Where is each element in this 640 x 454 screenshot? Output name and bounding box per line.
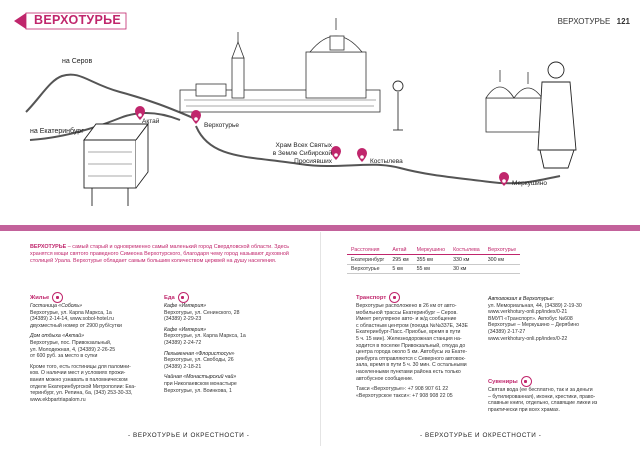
shrine-drawing	[84, 124, 148, 206]
text-line: Святая вода (ее бесплатно, так и за деньги	[488, 387, 593, 393]
text-line: Верхотурье, ул. Свободы, 26	[164, 357, 234, 364]
text-line: населенными пунктами района есть только	[356, 368, 461, 375]
text-line: (34389) 2-14-14, www.sobol-hotel.ru	[30, 316, 114, 323]
entry-name: Автовокзал в Верхотурье:	[488, 296, 555, 302]
label-church: Храм Всех Святых в Земле Сибирской Просиявших	[272, 142, 332, 165]
text-line: от 600 руб. за место в сутки	[30, 353, 98, 360]
section-title-food: Еда	[164, 294, 175, 301]
text-line: славные книги, отдельно, славящие ликеи из	[488, 400, 598, 407]
label-aktai: Актай	[142, 118, 160, 125]
text-line: ул. Мемориальная, 44, (34389) 2-19-30	[488, 302, 582, 309]
souvenirs-lines	[488, 387, 624, 413]
text-line: Верхотурье, ул. Карла Маркса, 1а	[30, 309, 112, 316]
map-pin-icon	[357, 148, 367, 162]
text-line: вания можно узнавать в паломническом	[30, 376, 128, 383]
text-line: (34389) 2-18-21	[164, 363, 202, 370]
text-line: отделе Екатеринбургской Митрополии: Ека-	[30, 383, 136, 390]
food-section	[164, 292, 294, 394]
text-line: (34389) 2-29-23	[164, 316, 202, 323]
section-title-souvenirs: Сувениры	[488, 378, 518, 385]
table-row: Екатеринбург 295 км 355 км 330 км 300 км	[347, 255, 520, 264]
text-line: теринбург, ул. Репина, 6а, (343) 253-30-33,	[30, 390, 133, 397]
label-ekaterinburg: на Екатеринбург	[30, 128, 84, 135]
text-line: ков. О наличии мест и условиях прожи-	[30, 370, 126, 377]
text-line: Верхотурье, ул. Сенинского, 28	[164, 309, 240, 316]
distances-table	[347, 246, 520, 274]
bed-icon	[52, 292, 63, 303]
transport-lines	[356, 303, 482, 399]
entry-name: Пельменная «Флористосун»	[164, 350, 235, 357]
section-title-transport: Транспорт	[356, 294, 387, 301]
text-line: ВМУП «Транспорт». Автобус №608	[488, 315, 573, 322]
label-merkushino: Меркушино	[512, 180, 547, 187]
gift-icon	[521, 376, 532, 387]
entry-name: Кафе «Империя»	[164, 303, 206, 309]
text-line: двухместный номер от 2900 руб/сутки	[30, 322, 122, 329]
text-line: ходится в поселке Привокзальный, откуда до	[356, 342, 466, 349]
entry-name: Чайная «Монастырский чай»	[164, 374, 237, 381]
page-number: 121	[616, 17, 630, 26]
label-verkhoturye: Верхотурье	[204, 122, 239, 129]
monastery-drawing	[180, 18, 380, 112]
text-line: 5 ч. 15 мин). Железнодорожная станция на-	[356, 335, 462, 342]
souvenirs-section	[488, 376, 624, 413]
saint-drawing	[538, 62, 576, 168]
text-line: ул. Молодежная, 4, (34389) 2-26-25	[30, 346, 116, 353]
text-line: Верхотурье, пос. Привокзальный,	[30, 339, 112, 346]
car-icon	[389, 292, 400, 303]
text-line: Имеет регулярное авто- и ж/д сообщение	[356, 316, 457, 323]
road-serov	[26, 75, 198, 120]
lodging-section	[30, 292, 158, 403]
entry-name: Гостиница «Соболь»	[30, 303, 83, 309]
text-line: ринбурга отправляются с Северного автовок-	[356, 355, 466, 362]
label-serov: на Серов	[62, 58, 93, 65]
text-line: www.verkhotury-onli.pp/index/0-22	[488, 335, 568, 342]
text-line: (34389) 2-17-27	[488, 328, 526, 335]
text-line: Такси «Верхотурье»: +7 908 907 61 22	[356, 386, 449, 393]
entry-name: Дом отдыха «Актай»	[30, 333, 84, 340]
lamp-drawing	[393, 81, 403, 130]
text-line: зала, время в пути 5 ч. 30 мин. С остальными	[356, 362, 467, 369]
color-band	[0, 225, 640, 231]
table-row: Верхотурье 5 км 55 км 30 км	[347, 264, 520, 273]
text-line: Верхотурье, ул. Воинкова, 1	[164, 387, 232, 394]
footer-right: - ВЕРХОТУРЬЕ И ОКРЕСТНОСТИ -	[420, 432, 542, 439]
entry-name: Кафе «Империя»	[164, 326, 206, 333]
text-line: практически при всех храмах.	[488, 406, 560, 413]
text-line: при Николаевском монастыре	[164, 380, 237, 387]
map-pin-icon	[191, 110, 201, 124]
text-line: – бутилированная), иконки, крестики, право-	[488, 393, 596, 400]
lodging-lines	[30, 303, 158, 403]
section-title-lodging: Жилье	[30, 294, 50, 301]
food-lines	[164, 303, 294, 394]
text-line: центра города около 5 км. Автобусы из Екате-	[356, 349, 468, 356]
text-line: www.ekbpartriapalom.ru	[30, 396, 86, 403]
text-line: «Верхотурское такси»: +7 908 908 22 05	[356, 392, 453, 399]
text-line: автобусное сообщение.	[356, 375, 414, 382]
spine-divider	[320, 232, 321, 446]
text-line: Верхотурье – Меркушино – Дерябино	[488, 322, 579, 329]
transport-section	[356, 292, 482, 399]
label-kostyleva: Костылева	[370, 158, 403, 165]
autostation-section	[488, 296, 624, 342]
text-line: с областным центром (поезда №№337Е, 343Е	[356, 322, 469, 329]
text-line: Екатеринбург-Пасс.-Приобье, время в пути	[356, 329, 461, 336]
text-line: www.verkhotury-onli.pp/index/0-21	[488, 309, 568, 316]
table-header-row: Расстояния Актай Меркушино Костылева Верхотурье	[347, 246, 520, 255]
text-line: (34389) 2-24-72	[164, 339, 202, 346]
autostation-lines	[488, 296, 624, 342]
church-drawing	[486, 70, 542, 132]
logo-text: ВЕРХОТУРЬЕ	[34, 13, 122, 27]
text-line: Кроме того, есть гостиницы для паломни-	[30, 363, 131, 370]
running-title: ВЕРХОТУРЬЕ	[557, 17, 611, 26]
map-pin-icon	[331, 146, 341, 160]
text-line: Верхотурье, ул. Карла Маркса, 1а	[164, 333, 246, 340]
food-icon	[178, 292, 189, 303]
footer-left: - ВЕРХОТУРЬЕ И ОКРЕСТНОСТИ -	[128, 432, 250, 439]
intro-text: ВЕРХОТУРЬЕ – самый старый и одновременно самый маленький город Свердловской области. Здесь хранятся мощи святого праведного Симеона Верхотурского, благодаря чему город называют духовной столицей Урала. Верхотурье обладает самым большим количеством церквей на душу населения.	[30, 244, 290, 265]
text-line: Верхотурье расположено в 26 км от авто-	[356, 303, 457, 309]
text-line: мобильной трассы Екатеринбург – Серов.	[356, 309, 458, 316]
